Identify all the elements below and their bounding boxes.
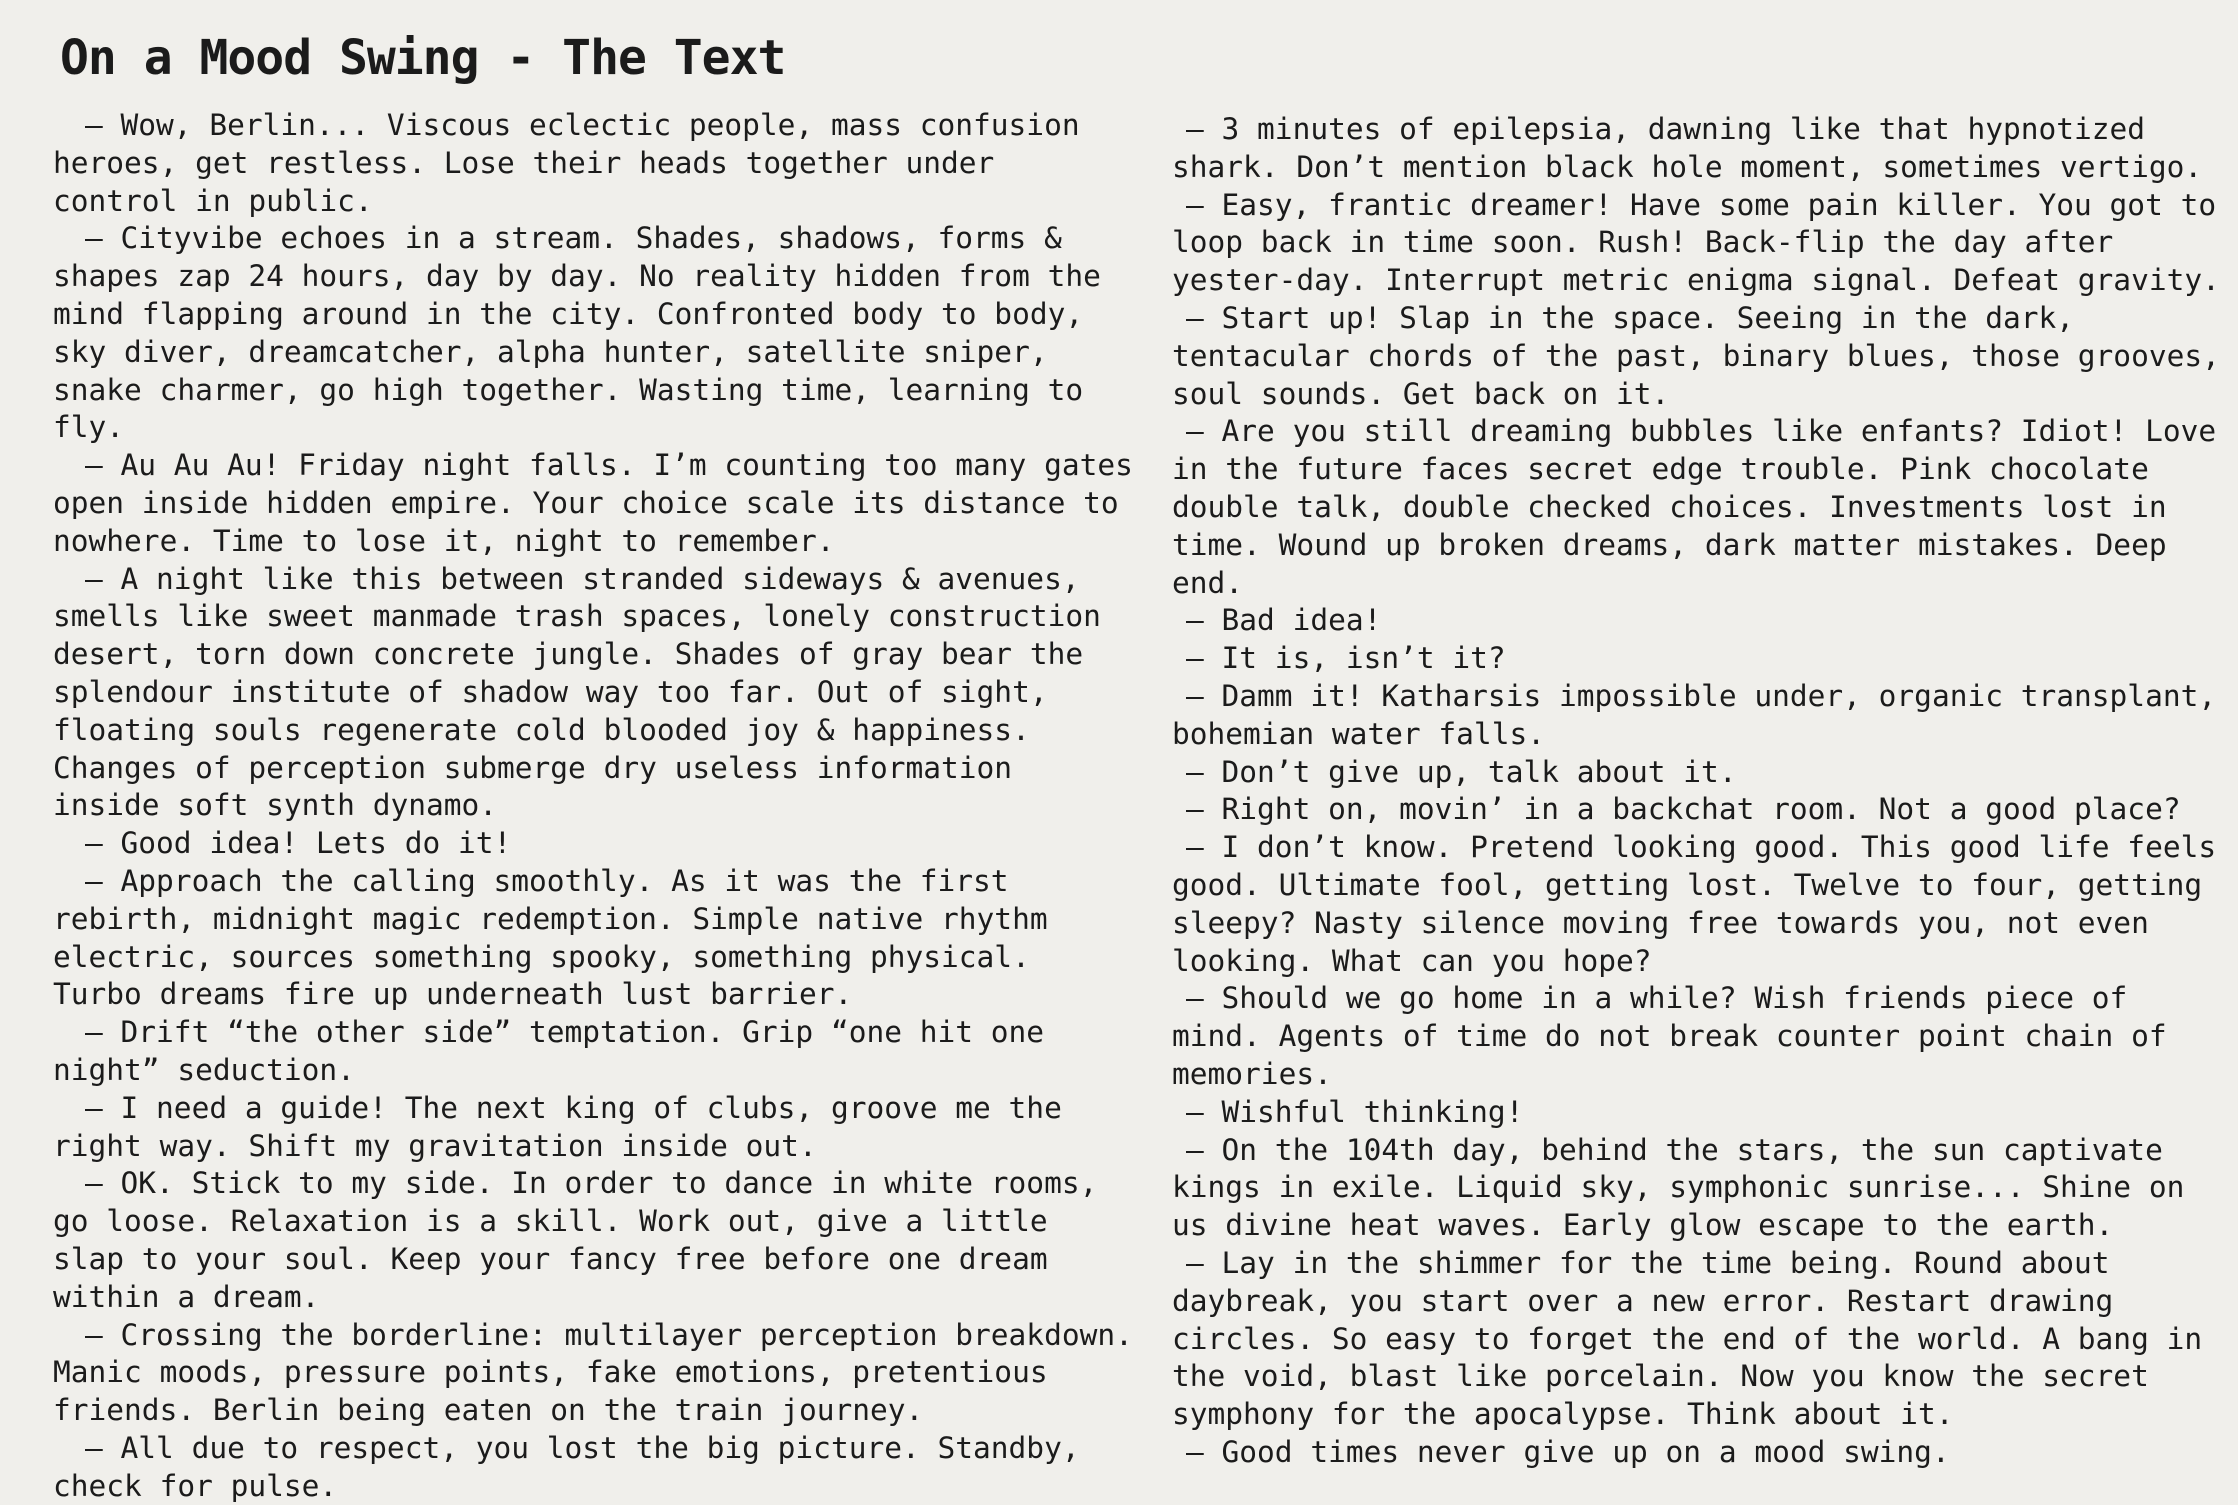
paragraph: — Good idea! Lets do it! [85,826,512,861]
paragraph: — Damm it! Katharsis impossible under, organic transplant, bohemian water falls. [1172,678,2217,751]
paragraph: — Good times never give up on a mood swing. [1186,1434,1950,1469]
paragraph: — Wow, Berlin... Viscous eclectic people, mass confusion heroes, get restless. Lose their heads together under control in public. [53,108,1080,218]
paragraph: — Easy, frantic dreamer! Have some pain killer. You got to loop back in time soon. Rush! Back-flip the day after yester-day. Interrupt metric enigma signal. Defeat gravity. [1172,187,2220,298]
paragraph: — Crossing the borderline: multilayer perception breakdown. Manic moods, pressure points, fake emotions, pretentious friends. Berlin being eaten on the train journey. [53,1317,1133,1428]
paragraph: — OK. Stick to my side. In order to dance in white rooms, go loose. Relaxation is a skill. Work out, give a little slap to your soul. Keep your fancy free before one dream within a dream. [53,1166,1098,1314]
paragraph: — All due to respect, you lost the big picture. Standby, check for pulse. [53,1430,1080,1503]
right-text-column [1172,111,2232,1472]
page-title: On a Mood Swing - The Text [60,30,786,86]
paragraph: — Lay in the shimmer for the time being. Round about daybreak, you start over a new error. Restart drawing circles. So easy to forget the end of the world. A bang in the void, blast like porcelain. Now you know the secret symphony for the apocalypse. Think about it. [1172,1245,2203,1432]
left-text-column [53,107,1133,1505]
paragraph: — Don’t give up, talk about it. [1186,754,1737,789]
paragraph: — 3 minutes of epilepsia, dawning like that hypnotized shark. Don’t mention black hole moment, sometimes vertigo. [1172,112,2203,184]
paragraph: — A night like this between stranded sideways & avenues, smells like sweet manmade trash spaces, lonely construction desert, torn down concrete jungle. Shades of gray bear the splendour institute of shadow way too far. Out of sight, floating souls regenerate cold blooded joy & happiness. Changes of perception submerge dry useless information inside soft synth dynamo. [53,561,1101,823]
paragraph: — Should we go home in a while? Wish friends piece of mind. Agents of time do not break counter point chain of memories. [1172,981,2167,1091]
paragraph: — Are you still dreaming bubbles like enfants? Idiot! Love in the future faces secret edge trouble. Pink chocolate double talk, double checked choices. Investments lost in time. Wound up broken dreams, dark matter mistakes. Deep end. [1172,414,2217,600]
paragraph: — Cityvibe echoes in a stream. Shades, shadows, forms & shapes zap 24 hours, day by day. No reality hidden from the mind flapping around in the city. Confronted body to body, sky diver, dreamcatcher, alpha hunter, satellite sniper, snake charmer, go high together. Wasting time, learning to fly. [53,221,1101,445]
paragraph: — Au Au Au! Friday night falls. I’m counting too many gates open inside hidden empire. Your choice scale its distance to nowhere. Time to lose it, night to remember. [53,448,1133,558]
paragraph: — Bad idea! [1186,603,1382,638]
paragraph: — I need a guide! The next king of clubs, groove me the right way. Shift my gravitation inside out. [53,1090,1062,1163]
paragraph: — Start up! Slap in the space. Seeing in the dark, tentacular chords of the past, binary blues, those grooves, soul sounds. Get back on it. [1172,300,2220,411]
paragraph: — On the 104th day, behind the stars, the sun captivate kings in exile. Liquid sky, symphonic sunrise... Shine on us divine heat waves. Early glow escape to the earth. [1172,1132,2185,1243]
paragraph: — Drift “the other side” temptation. Grip “one hit one night” seduction. [53,1015,1045,1087]
paragraph: — Wishful thinking! [1186,1094,1524,1129]
paragraph: — It is, isn’t it? [1186,641,1506,676]
paragraph: — I don’t know. Pretend looking good. This good life feels good. Ultimate fool, getting lost. Twelve to four, getting sleepy? Nasty silence moving free towards you, not even looking. What can you hope? [1172,830,2217,978]
paragraph: — Right on, movin’ in a backchat room. Not a good place? [1186,792,2181,827]
paragraph: — Approach the calling smoothly. As it was the first rebirth, midnight magic redemption. Simple native rhythm electric, sources something spooky, something physical. Turbo dreams fire up underneath lust barrier. [53,863,1048,1012]
